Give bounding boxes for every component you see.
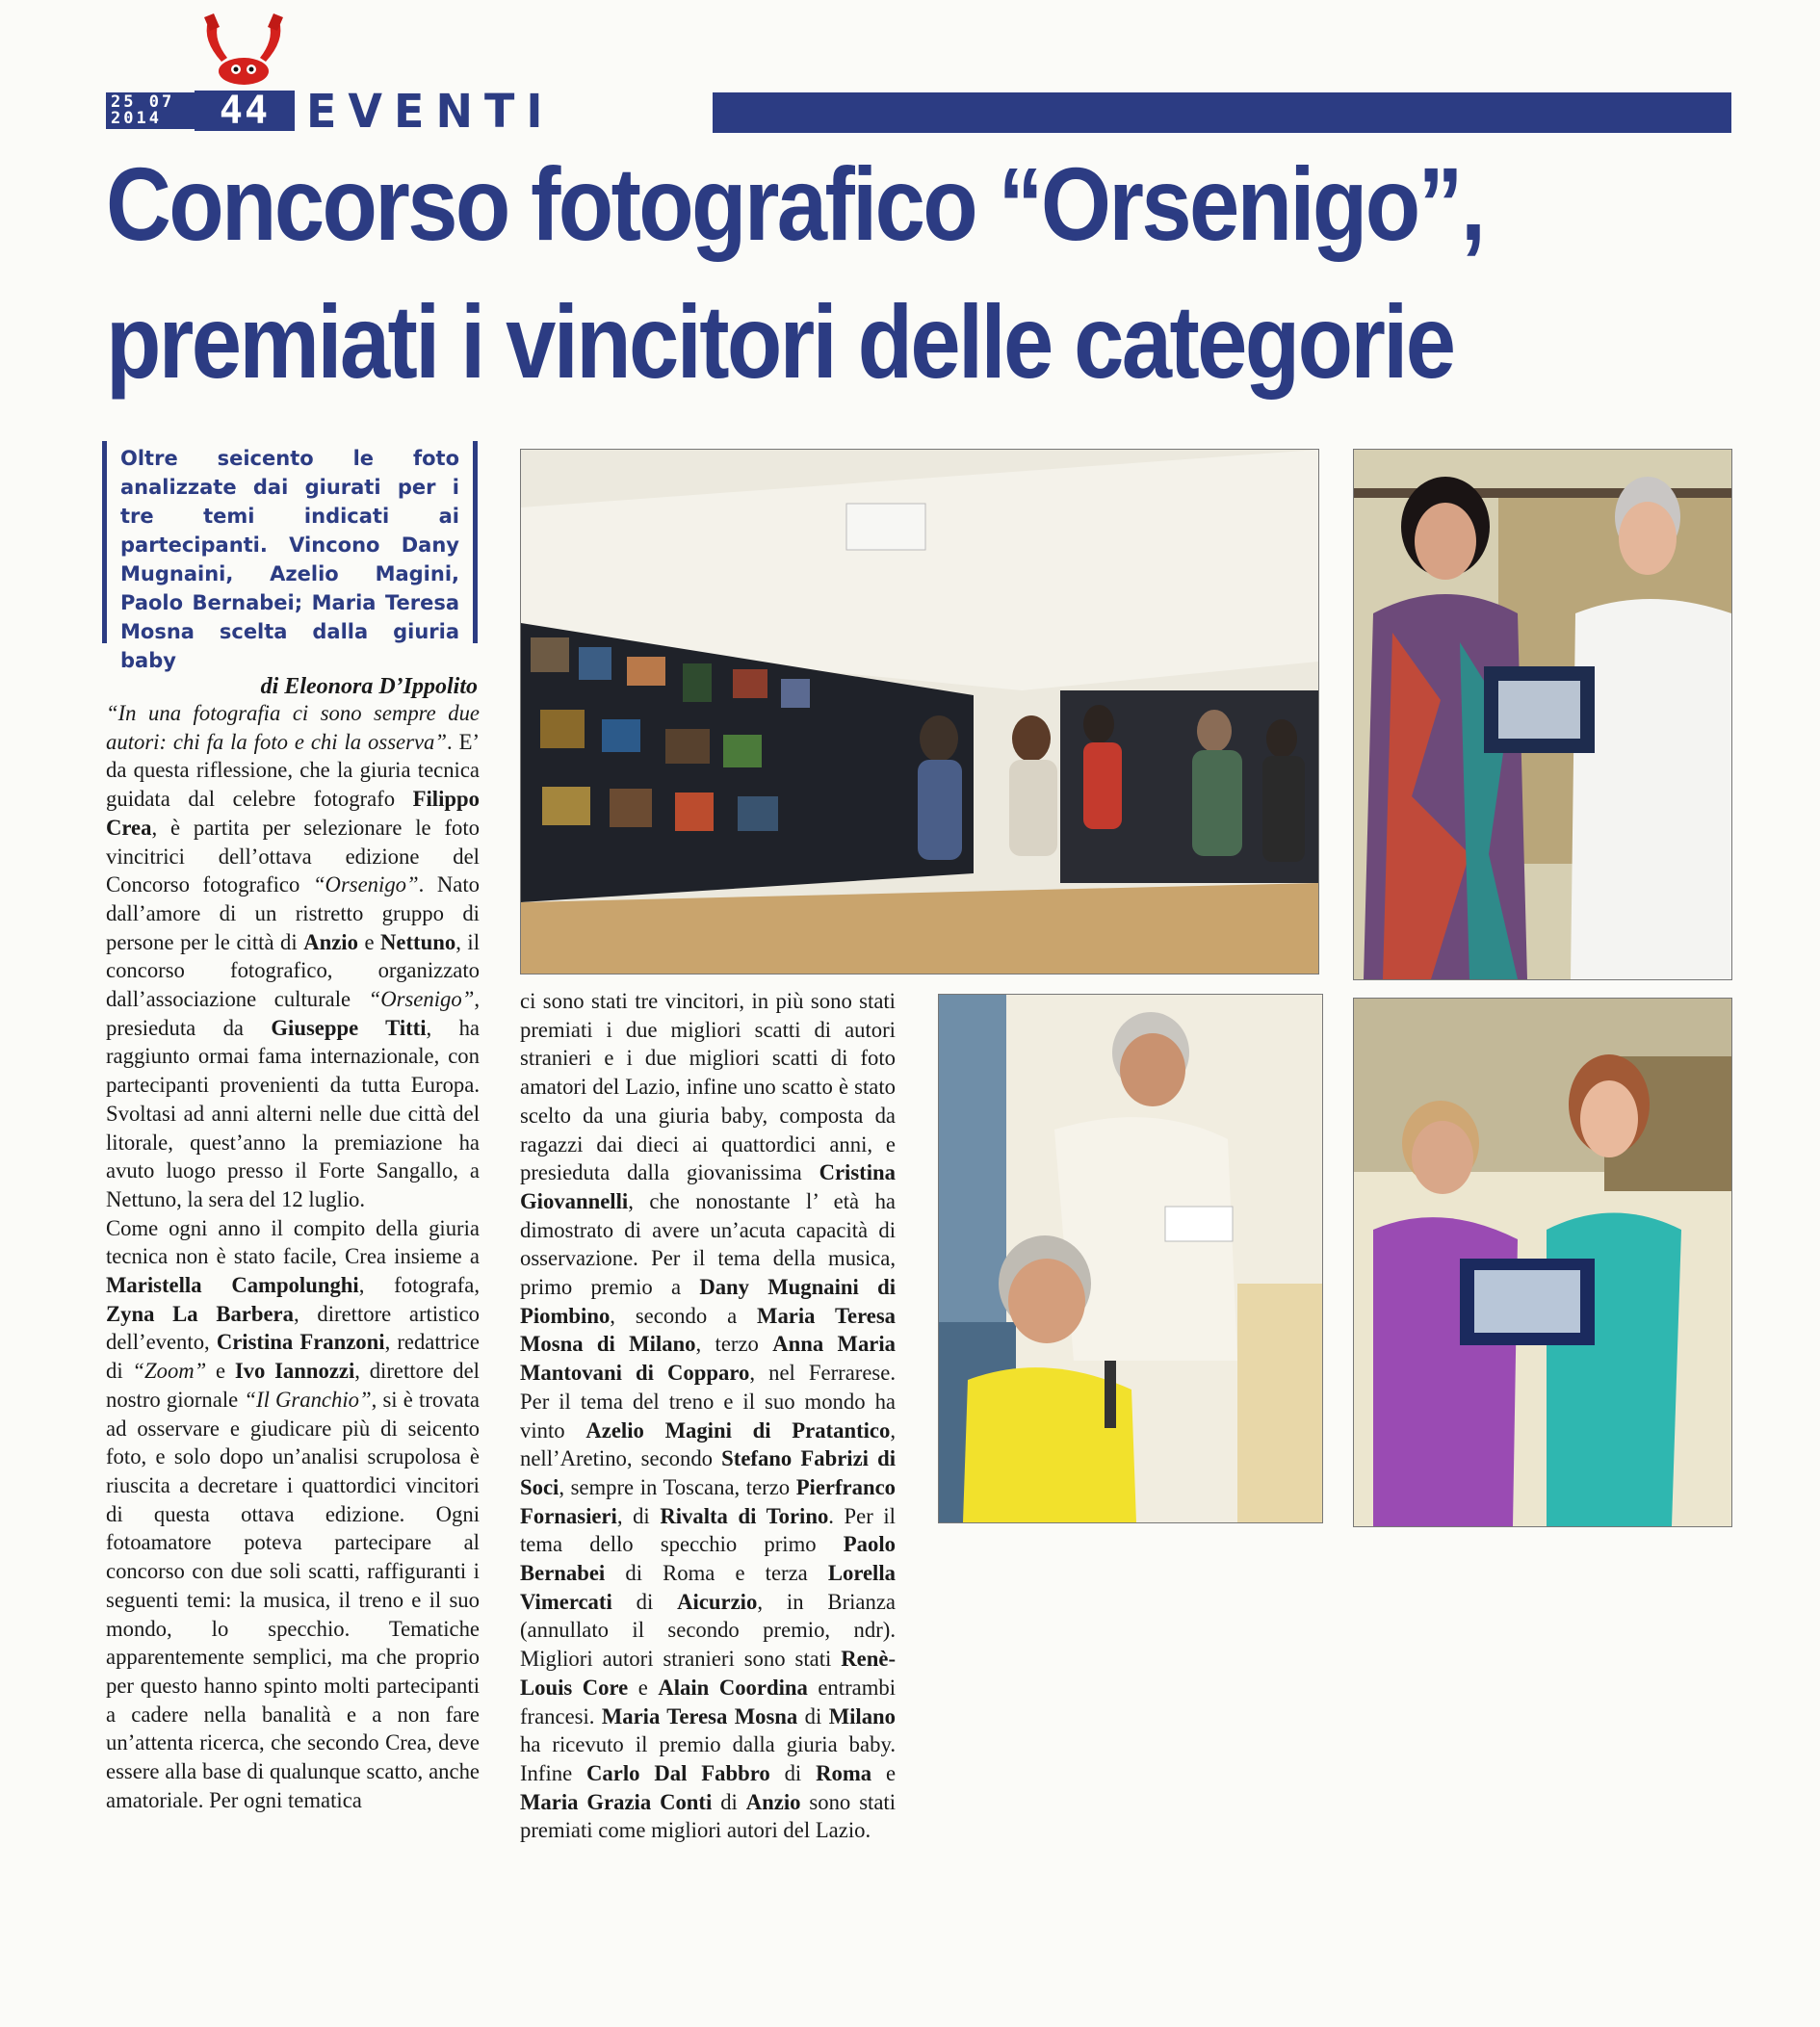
photo-exhibition-hall [520,449,1319,975]
section-label: EVENTI [306,83,555,139]
page-number: 44 [195,91,295,131]
byline: di Eleonora D’Ippolito [260,674,478,699]
photo-award-presentation [1353,449,1732,980]
headline-line-1: Concorso fotografico “Orsenigo”, [106,145,1484,262]
photo-award-winners [1353,998,1732,1527]
article-column-2 [520,987,896,1845]
issue-date [106,92,195,129]
crab-logo [200,12,287,89]
paragraph-3: ci sono stati tre vincitori, in più sono stati premiati i due migliori scatti di autori stranieri e i due migliori scatti di foto amatori del Lazio, infine uno scatto è stato scelto da una giuria baby, composta da ragazzi dai dieci ai quattordici anni, e presieduta dalla giovanissima Cristina Giovannelli, che nonostante l’ età ha dimostrato di avere un’acuta capacità di osservazione. Per il tema della musica, primo premio a Dany Mugnaini di Piombino, secondo a Maria Teresa Mosna di Milano, terzo Anna Maria Mantovani di Copparo, nel Ferrarese. Per il tema del treno e il suo mondo ha vinto Azelio Magini di Pratantico, nell’Aretino, secondo Stefano Fabrizi di Soci, sempre in Toscana, terzo Pierfranco Fornasieri, di Rivalta di Torino. Per il tema dello specchio primo Paolo Bernabei di Roma e terza Lorella Vimercati di Aicurzio, in Brianza (annullato il secondo premio, ndr). Migliori autori stranieri sono stati Renè-Louis Core e Alain Coordina entrambi francesi. Maria Teresa Mosna di Milano ha ricevuto il premio dalla giuria baby. Infine Carlo Dal Fabbro di Roma e Maria Grazia Conti di Anzio sono stati premiati come migliori autori del Lazio. [520,989,897,1843]
article-column-1 [106,699,480,1814]
photo-speakers [938,994,1323,1523]
header-bar [713,92,1731,133]
paragraph-1: “In una fotografia ci sono sempre due autori: chi fa la foto e chi la osserva”. E’ da questa riflessione, che la giuria tecnica guidata dal celebre fotografo Filippo Crea, è partita per selezionare le foto vincitrici dell’ottava edizione del Concorso fotografico “Orsenigo”. Nato dall’amore di un ristretto gruppo di persone per le città di Anzio e Nettuno, il concorso fotografico, organizzato dall’associazione culturale “Orsenigo”, presieduta da Giuseppe Titti, ha raggiunto ormai fama internazionale, con partecipanti provenienti da tutta Europa. Svoltasi ad anni alterni nelle due città del litorale, quest’anno la premiazione ha avuto luogo presso il Forte Sangallo, a Nettuno, la sera del 12 luglio. [106,701,481,1211]
paragraph-2: Come ogni anno il compito della giuria tecnica non è stato facile, Crea insieme a Maristella Campolunghi, fotografa, Zyna La Barbera, direttore artistico dell’evento, Cristina Franzoni, redattrice di “Zoom” e Ivo Iannozzi, direttore del nostro giornale “Il Granchio”, si è trovata ad osservare e giudicare più di seicento foto, e solo dopo un’analisi scrupolosa è riuscita a decretare i quattordici vincitori di questa ottava edizione. Ogni fotoamatore poteva partecipare al concorso con due soli scatti, raffiguranti i seguenti temi: la musica, il treno e il suo mondo, lo specchio. Tematiche apparentemente semplici, ma che proprio per questo hanno spinto molti partecipanti a cadere nella banalità e a non fare un’attenta ricerca, che secondo Crea, deve essere alla base di qualunque scatto, anche amatoriale. Per ogni tematica [106,1215,480,1812]
issue-date-year: 2014 [111,109,162,128]
issue-date-day-month: 25 07 [111,92,175,112]
headline-line-2: premiati i vincitori delle categorie [106,283,1454,400]
article-summary: Oltre seicento le foto analizzate dai giurati per i tre temi indicati ai partecipanti. Vincono Dany Mugnaini, Azelio Magini, Paolo Bernabei; Maria Teresa Mosna scelta dalla giuria baby [102,441,478,643]
